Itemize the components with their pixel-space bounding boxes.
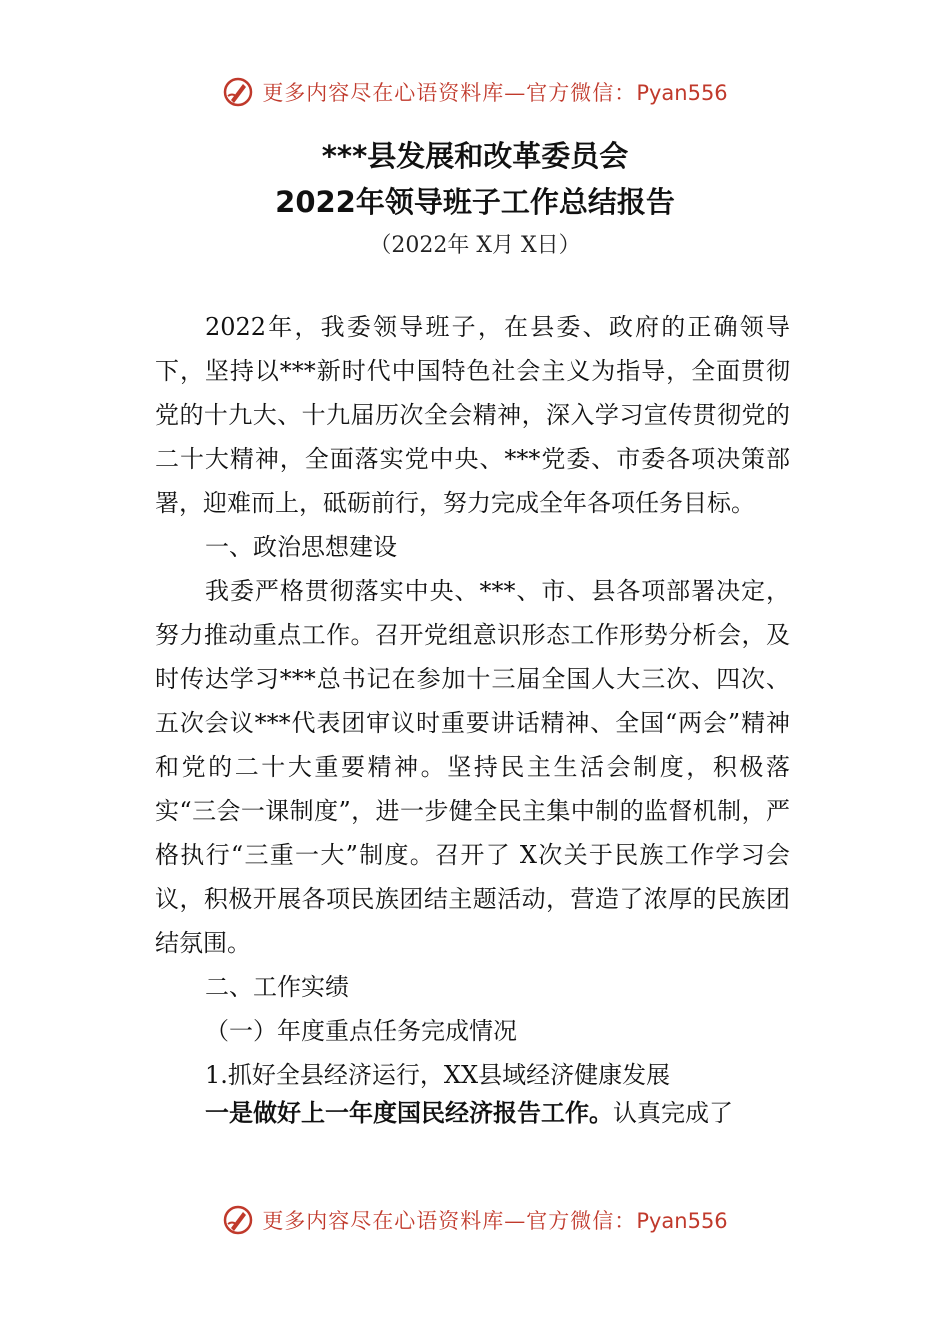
section-heading-achievements: 二、工作实绩 — [205, 973, 349, 1001]
intro-paragraph: 2022年，我委领导班子，在县委、政府的正确领导下，坚持以***新时代中国特色社会主义为指导，全面贯彻党的十九大、十九届历次全会精神，深入学习宣传贯彻党的二十大精神，全面落实党中央、***党委、市委各项决策部署，迎难而上，砥砺前行，努力完成全年各项任务目标。 — [155, 313, 790, 517]
doc-body — [155, 305, 790, 1135]
bold-lead-text: 一是做好上一年度国民经济报告工作。 — [205, 1099, 613, 1127]
subsection-heading: （一）年度重点任务完成情况 — [205, 1017, 517, 1045]
footer-banner-text: 更多内容尽在心语资料库—官方微信：Pyan556 — [262, 1209, 728, 1233]
pen-logo-icon — [222, 1204, 254, 1236]
section-heading-politics: 一、政治思想建设 — [205, 533, 397, 561]
pen-logo-icon — [222, 76, 254, 108]
doc-title-line2: 2022年领导班子工作总结报告 — [275, 185, 675, 219]
footer-banner — [0, 1200, 950, 1240]
doc-date: （2022年 X月 X日） — [369, 233, 581, 258]
doc-title-line1: ***县发展和改革委员会 — [321, 139, 629, 173]
work-paragraph — [155, 1091, 790, 1135]
politics-paragraph: 我委严格贯彻落实中央、***、市、县各项部署决定，努力推动重点工作。召开党组意识形态工作形势分析会，及时传达学习***总书记在参加十三届全国人大三次、四次、五次会议***代表团审议时重要讲话精神、全国“两会”精神和党的二十大重要精神。坚持民主生活会制度，积极落实“三会一课制度”，进一步健全民主集中制的监督机制，严格执行“三重一大”制度。召开了 X次关于民族工作学习会议，积极开展各项民族团结主题活动，营造了浓厚的民族团结氛围。 — [155, 577, 790, 957]
header-banner-text: 更多内容尽在心语资料库—官方微信：Pyan556 — [262, 81, 728, 105]
paragraph-tail-text: 认真完成了 — [613, 1099, 733, 1127]
item-heading: 1.抓好全县经济运行，XX县域经济健康发展 — [205, 1061, 671, 1089]
header-account: Pyan556 — [636, 81, 728, 105]
header-banner — [0, 72, 950, 112]
footer-account: Pyan556 — [636, 1209, 728, 1233]
